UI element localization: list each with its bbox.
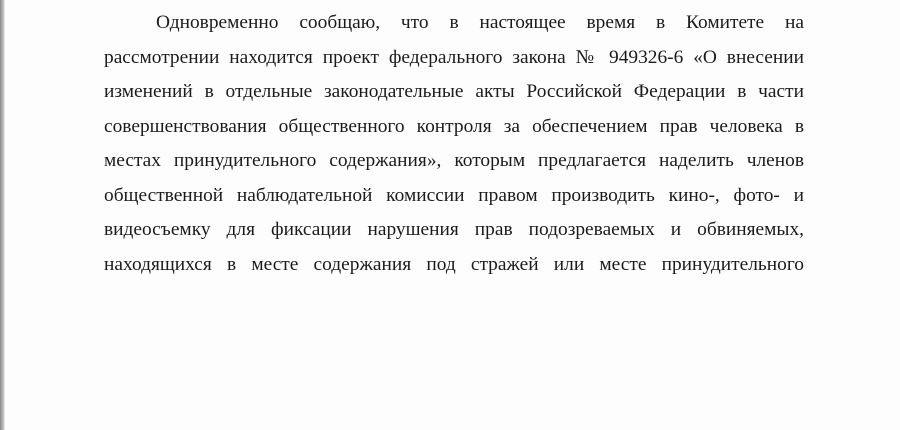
paragraph-line: Одновременно сообщаю, что в настоящее время в Комитете на [156, 12, 804, 33]
paragraph-line: изменений в отдельные законодательные акты Российской Федерации в части [104, 81, 804, 102]
paragraph-line: находящихся в месте содержания под стражей или месте принудительного [104, 253, 804, 275]
paragraph-line: видеосъемку для фиксации нарушения прав подозреваемых и обвиняемых, [104, 219, 804, 240]
paragraph-line: общественной наблюдательной комиссии правом производить кино-, фото- и [104, 184, 804, 206]
paragraph-line: совершенствования общественного контроля за обеспечением прав человека в [104, 115, 804, 137]
paragraph-line: местах принудительного содержания», которым предлагается наделить членов [104, 150, 804, 171]
letter-paragraph [104, 6, 804, 282]
scan-edge-shadow [0, 0, 5, 430]
paragraph-line: рассмотрении находится проект федерального закона № 949326-6 «О внесении [104, 46, 804, 68]
